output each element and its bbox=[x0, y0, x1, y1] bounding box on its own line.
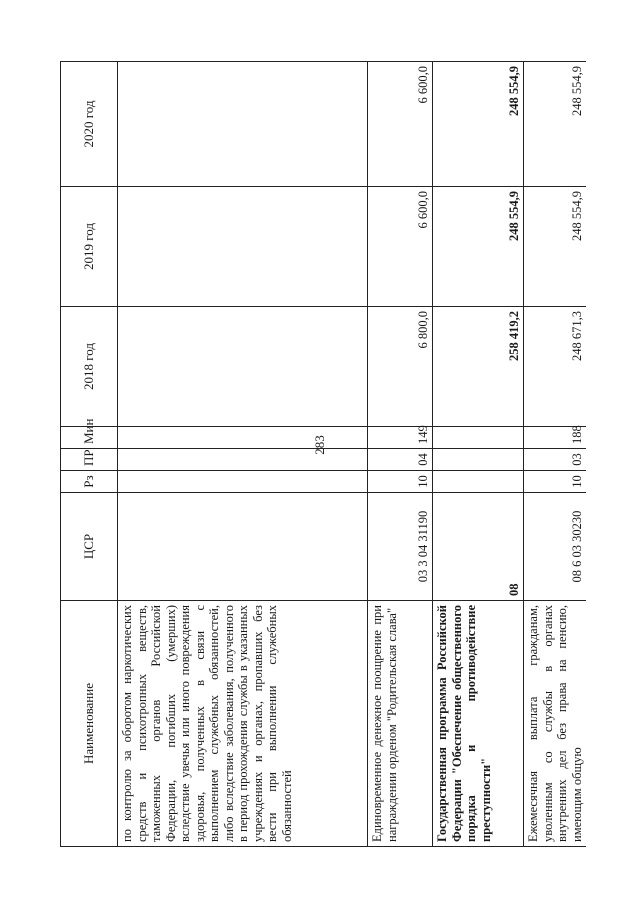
row-min bbox=[433, 427, 524, 449]
row-2018: 248 671,3 bbox=[524, 307, 587, 427]
row-name: Ежемесячная выплата гражданам, уволенным со службы в органах внутренних дел без права на пенсию, имеющим общую bbox=[524, 601, 587, 847]
header-2019: 2019 год bbox=[61, 187, 118, 307]
header-rz: Рз bbox=[61, 471, 118, 493]
row-2018: 258 419,2 bbox=[433, 307, 524, 427]
row-2020 bbox=[118, 62, 368, 187]
row-2019 bbox=[118, 187, 368, 307]
table-row bbox=[524, 62, 587, 847]
row-name: по контролю за оборотом наркотических средств и психотропных веществ, таможенных органов Российской Федерации, погибших (умерших) вследствие увечья или иного повреждения здоровья, полученных в связи с выполнением служебных обязанностей, либо вследствие заболевания, полученного в период прохождения службы в указанных учреждениях и органах, пропавших без вести при выполнении служебных обязанностей bbox=[118, 601, 368, 847]
row-2020: 248 554,9 bbox=[524, 62, 587, 187]
row-2018: 6 800,0 bbox=[368, 307, 433, 427]
budget-table bbox=[60, 61, 586, 847]
header-csr: ЦСР bbox=[61, 493, 118, 601]
row-pr bbox=[433, 449, 524, 471]
row-csr bbox=[118, 493, 368, 601]
row-name: Государственная программа Российской Федерации "Обеспечение общественного порядка и противодействие преступности" bbox=[433, 601, 524, 847]
header-2020: 2020 год bbox=[61, 62, 118, 187]
row-rz: 10 bbox=[368, 471, 433, 493]
row-min: 149 bbox=[368, 427, 433, 449]
table-row bbox=[368, 62, 433, 847]
row-2018 bbox=[118, 307, 368, 427]
row-csr: 03 3 04 31190 bbox=[368, 493, 433, 601]
row-pr: 04 bbox=[368, 449, 433, 471]
header-min: Мин bbox=[61, 427, 118, 449]
rotated-page-body bbox=[60, 62, 584, 847]
row-rz bbox=[118, 471, 368, 493]
table-row bbox=[118, 62, 368, 847]
header-name: Наименование bbox=[61, 601, 118, 847]
row-csr: 08 6 03 30230 bbox=[524, 493, 587, 601]
row-min: 188 bbox=[524, 427, 587, 449]
row-2019: 248 554,9 bbox=[433, 187, 524, 307]
table-header-row bbox=[61, 62, 118, 847]
row-2020: 248 554,9 bbox=[433, 62, 524, 187]
page-number: 283 bbox=[312, 435, 327, 455]
row-rz bbox=[433, 471, 524, 493]
row-rz: 10 bbox=[524, 471, 587, 493]
header-pr: ПР bbox=[61, 449, 118, 471]
row-2020: 6 600,0 bbox=[368, 62, 433, 187]
row-pr: 03 bbox=[524, 449, 587, 471]
row-pr bbox=[118, 449, 368, 471]
table-row bbox=[433, 62, 524, 847]
row-csr: 08 bbox=[433, 493, 524, 601]
header-2018: 2018 год bbox=[61, 307, 118, 427]
row-min bbox=[118, 427, 368, 449]
row-2019: 248 554,9 bbox=[524, 187, 587, 307]
row-2019: 6 600,0 bbox=[368, 187, 433, 307]
row-name: Единовременное денежное поощрение при награждении орденом "Родительская слава" bbox=[368, 601, 433, 847]
